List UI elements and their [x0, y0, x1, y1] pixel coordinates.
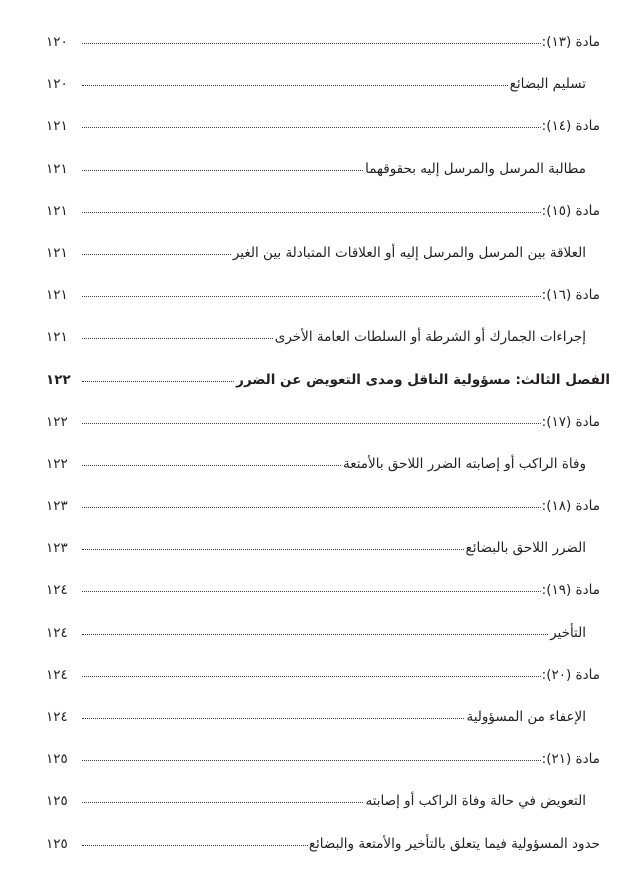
toc-entry[interactable] [46, 575, 600, 617]
toc-entry-title: الإعفاء من المسؤولية [466, 709, 586, 725]
toc-entry[interactable] [46, 69, 600, 111]
dot-leader [82, 412, 541, 426]
dot-leader [82, 201, 541, 215]
toc-entry-title: الضرر اللاحق بالبضائع [465, 540, 586, 557]
toc-entry[interactable] [46, 618, 600, 660]
toc-entry-title: مادة (١٣): [541, 34, 600, 50]
toc-entry[interactable] [46, 27, 600, 69]
dot-leader [82, 623, 548, 637]
toc-entry-page-number: ١٢١ [46, 118, 68, 135]
toc-entry[interactable] [46, 660, 600, 702]
toc-entry[interactable] [46, 196, 600, 238]
toc-entry-title: مطالبة المرسل والمرسل إليه بحقوقهما [365, 160, 586, 177]
toc-entry-title: مادة (٢٠): [541, 666, 600, 683]
toc-entry-page-number: ١٢٤ [46, 666, 68, 683]
table-of-contents [46, 27, 610, 871]
toc-entry[interactable] [46, 280, 600, 322]
toc-entry[interactable] [46, 111, 600, 153]
toc-entry-page-number: ١٢٣ [46, 498, 68, 515]
toc-entry[interactable] [46, 744, 600, 786]
toc-entry[interactable] [46, 491, 600, 533]
toc-entry[interactable] [46, 154, 600, 196]
dot-leader [82, 665, 541, 679]
dot-leader [82, 243, 231, 257]
toc-entry[interactable] [46, 322, 600, 364]
dot-leader [82, 370, 234, 384]
toc-entry-page-number: ١٢١ [46, 160, 68, 177]
dot-leader [82, 117, 541, 131]
toc-entry-title: مادة (١٨): [541, 498, 600, 515]
toc-entry-page-number: ١٢١ [46, 329, 68, 346]
dot-leader [82, 454, 341, 468]
dot-leader [82, 708, 464, 722]
toc-entry-page-number: ١٢٢ [46, 413, 68, 430]
dot-leader [82, 792, 363, 806]
dot-leader [82, 539, 464, 553]
toc-entry[interactable] [46, 829, 600, 871]
toc-entry[interactable] [46, 238, 600, 280]
toc-entry-page-number: ١٢٠ [46, 76, 68, 93]
toc-entry-page-number: ١٢٤ [46, 624, 68, 641]
toc-entry-title: وفاة الراكب أو إصابته الضرر اللاحق بالأمتعة [342, 455, 586, 472]
toc-entry-title: مادة (١٩): [541, 582, 600, 599]
toc-entry-page-number: ١٢٤ [46, 709, 68, 725]
toc-entry-title: حدود المسؤولية فيما يتعلق بالتأخير والأمتعة والبضائع [308, 835, 600, 852]
toc-entry-page-number: ١٢٢ [46, 455, 68, 472]
toc-entry-title: التعويض في حالة وفاة الراكب أو إصابته [365, 793, 586, 810]
toc-entry[interactable] [46, 449, 600, 491]
toc-entry-page-number: ١٢١ [46, 244, 68, 261]
dot-leader [82, 581, 541, 595]
toc-entry-page-number: ١٢٢ [46, 371, 71, 388]
toc-entry-title: الفصل الثالث: مسؤولية الناقل ومدى التعويض عن الضرر [236, 371, 610, 388]
toc-entry[interactable] [46, 702, 600, 744]
dot-leader [82, 497, 541, 511]
toc-entry-page-number: ١٢٠ [46, 34, 68, 50]
toc-entry[interactable] [46, 786, 600, 828]
toc-entry[interactable] [46, 407, 600, 449]
toc-entry-page-number: ١٢١ [46, 287, 68, 304]
toc-entry-title: تسليم البضائع [509, 76, 586, 93]
dot-leader [82, 328, 273, 342]
toc-entry-page-number: ١٢٥ [46, 793, 68, 810]
toc-entry-page-number: ١٢٤ [46, 582, 68, 599]
toc-entry-page-number: ١٢٣ [46, 540, 68, 557]
toc-entry-title: مادة (١٧): [541, 413, 600, 430]
toc-entry-title: إجراءات الجمارك أو الشرطة أو السلطات العامة الأخرى [274, 329, 586, 346]
dot-leader [82, 159, 363, 173]
toc-entry-title: مادة (١٥): [541, 202, 600, 219]
dot-leader [82, 75, 508, 89]
toc-entry-page-number: ١٢١ [46, 202, 68, 219]
toc-entry-page-number: ١٢٥ [46, 835, 68, 852]
toc-entry-title: مادة (١٤): [541, 118, 600, 135]
dot-leader [82, 750, 541, 764]
toc-entry[interactable] [46, 533, 600, 575]
toc-entry-title: مادة (٢١): [541, 751, 600, 768]
toc-entry-page-number: ١٢٥ [46, 751, 68, 768]
dot-leader [82, 286, 541, 300]
toc-entry-title: مادة (١٦): [541, 287, 600, 304]
toc-chapter-heading[interactable] [46, 365, 619, 407]
toc-entry-title: التأخير [550, 624, 586, 641]
toc-entry-title: العلاقة بين المرسل والمرسل إليه أو العلاقات المتبادلة بين الغير [232, 244, 586, 261]
dot-leader [82, 834, 308, 848]
dot-leader [82, 33, 541, 47]
